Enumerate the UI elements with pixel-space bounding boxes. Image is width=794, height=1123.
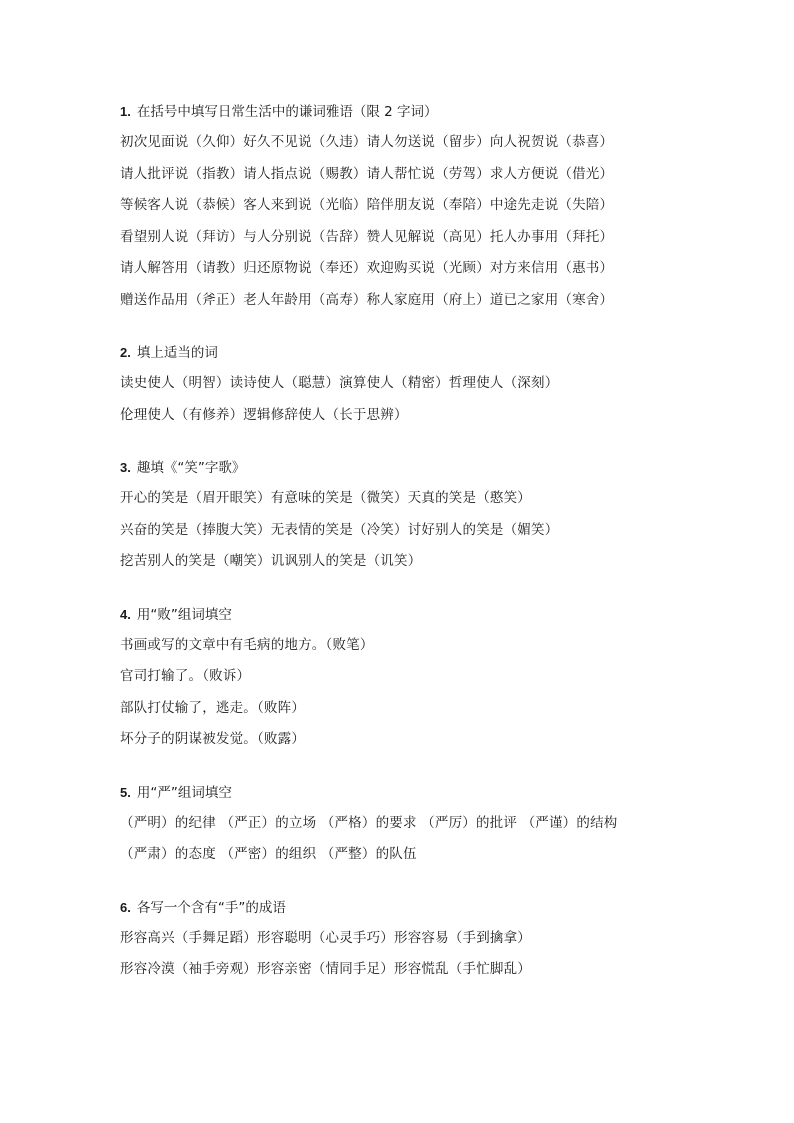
- text-line: 形容冷漠（袖手旁观）形容亲密（情同手足）形容慌乱（手忙脚乱）: [120, 961, 531, 977]
- text-line: （严肃）的态度 （严密）的组织 （严整）的队伍: [120, 846, 417, 862]
- section-heading: [120, 96, 760, 127]
- section-title: 用“败”组词填空: [136, 606, 232, 623]
- section-3: [120, 452, 760, 578]
- section-5: [120, 777, 760, 871]
- section-6: [120, 892, 760, 986]
- text-line: 看望别人说（拜访）与人分别说（告辞）赞人见解说（高见）托人办事用（拜托）: [120, 228, 614, 245]
- section-1: [120, 96, 760, 316]
- text-line: 读史使人（明智）读诗使人（聪慧）演算使人（精密）哲理使人（深刻）: [120, 375, 559, 391]
- section-heading: [120, 599, 760, 630]
- text-line: 坏分子的阴谋被发觉。（败露）: [120, 731, 306, 747]
- section-number: 5.: [120, 784, 131, 800]
- section-number: 6.: [120, 899, 131, 915]
- section-title: 在括号中填写日常生活中的谦词雅语（限 2 字词）: [136, 104, 438, 120]
- text-line: 书画或写的文章中有毛病的地方。（败笔）: [120, 636, 374, 653]
- text-line: 等候客人说（恭候）客人来到说（光临）陪伴朋友说（奉陪）中途先走说（失陪）: [120, 197, 614, 213]
- text-line: 请人解答用（请教）归还原物说（奉还）欢迎购买说（光顾）对方来信用（惠书）: [120, 260, 614, 276]
- section-heading: [120, 452, 760, 483]
- section-title: 各写一个含有“手”的成语: [136, 899, 286, 916]
- section-2: [120, 337, 760, 431]
- text-line: 挖苦别人的笑是（嘲笑）讥讽别人的笑是（讥笑）: [120, 553, 422, 569]
- section-4: [120, 599, 760, 756]
- section-heading: [120, 892, 760, 923]
- text-line: 开心的笑是（眉开眼笑）有意味的笑是（微笑）天真的笑是（憨笑）: [120, 490, 531, 506]
- section-heading: [120, 777, 760, 808]
- section-title: 趣填《“笑”字歌》: [136, 460, 246, 476]
- section-heading: [120, 337, 760, 368]
- text-line: 形容高兴（手舞足蹈）形容聪明（心灵手巧）形容容易（手到擒拿）: [120, 929, 531, 946]
- text-line: 官司打输了。（败诉）: [120, 668, 251, 684]
- text-line: 请人批评说（指教）请人指点说（赐教）请人帮忙说（劳驾）求人方便说（借光）: [120, 165, 614, 182]
- text-line: 兴奋的笑是（捧腹大笑）无表情的笑是（冷笑）讨好别人的笑是（媚笑）: [120, 521, 559, 538]
- text-line: 部队打仗输了，逃走。（败阵）: [120, 699, 306, 716]
- section-number: 3.: [120, 460, 131, 475]
- text-line: 赠送作品用（斧正）老人年龄用（高寿）称人家庭用（府上）道已之家用（寒舍）: [120, 291, 614, 308]
- section-number: 4.: [120, 606, 131, 622]
- section-number: 1.: [120, 104, 131, 119]
- text-line: （严明）的纪律 （严正）的立场 （严格）的要求 （严厉）的批评 （严谨）的结构: [120, 814, 618, 831]
- section-title: 用“严”组词填空: [136, 784, 232, 801]
- text-line: 伦理使人（有修养）逻辑修辞使人（长于思辨）: [120, 406, 408, 423]
- text-line: 初次见面说（久仰）好久不见说（久违）请人勿送说（留步）向人祝贺说（恭喜）: [120, 134, 614, 150]
- section-title: 填上适当的词: [136, 345, 218, 361]
- document-page: [120, 96, 760, 986]
- section-number: 2.: [120, 345, 131, 360]
